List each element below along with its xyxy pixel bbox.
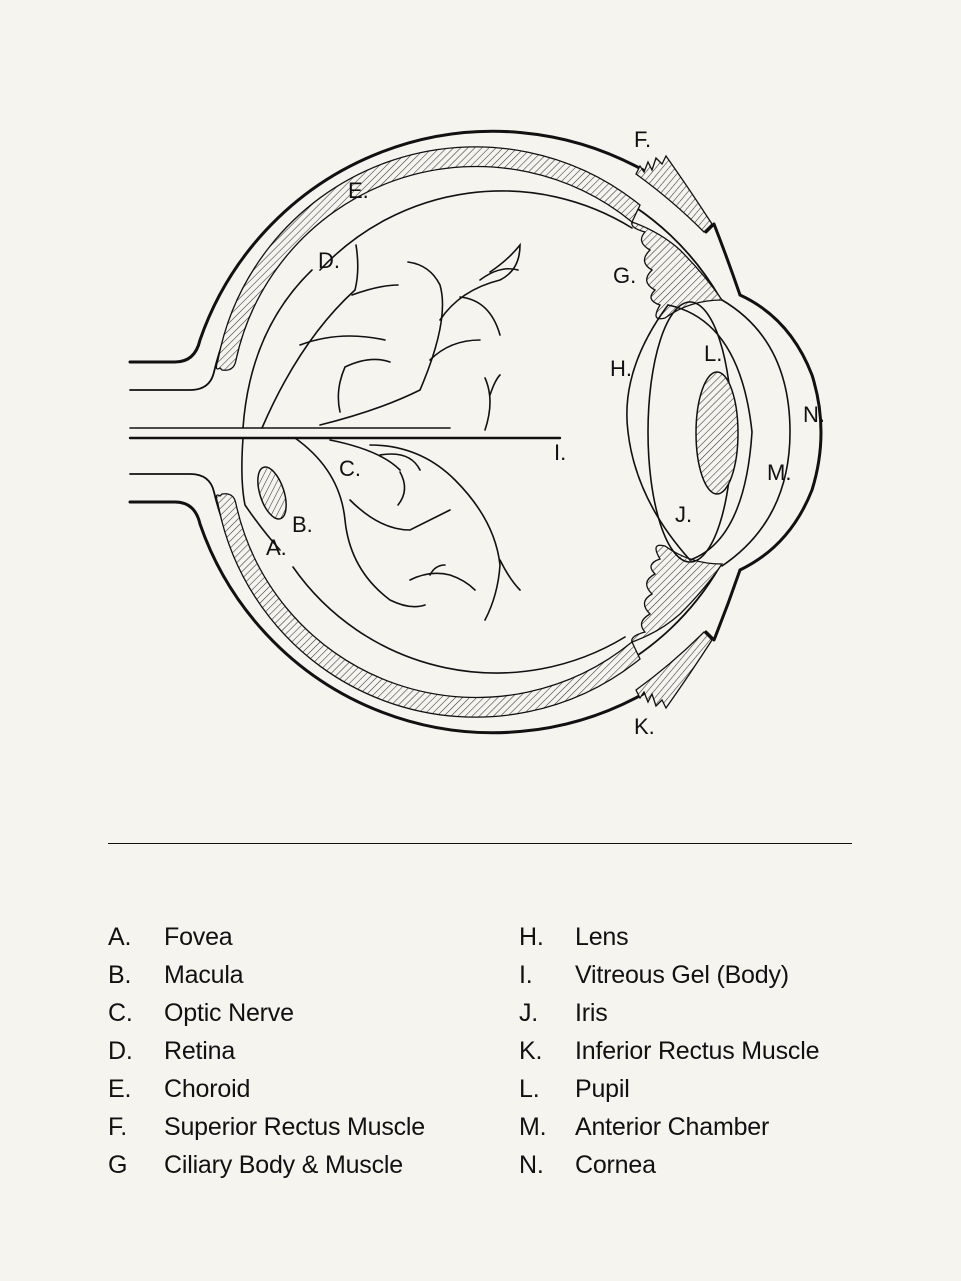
legend-item (108, 1070, 425, 1108)
legend-item (519, 1108, 819, 1146)
callout-e: E. (348, 178, 369, 203)
legend-item (108, 1032, 425, 1070)
superior-rectus-muscle (636, 156, 712, 232)
callout-g: G. (613, 263, 637, 288)
legend-label: Pupil (575, 1074, 630, 1103)
vessel (500, 560, 520, 590)
vessel (485, 378, 490, 430)
legend-label: Superior Rectus Muscle (164, 1112, 425, 1141)
legend-item (108, 1108, 425, 1146)
vessel (352, 285, 398, 295)
legend-label: Inferior Rectus Muscle (575, 1036, 820, 1065)
legend-key: G (108, 1150, 128, 1179)
legend-key: N. (519, 1150, 544, 1179)
vessel (338, 359, 390, 412)
callout-l: L. (704, 341, 723, 366)
legend-label: Cornea (575, 1150, 656, 1179)
callout-f: F. (634, 127, 652, 152)
legend-label: Retina (164, 1036, 236, 1065)
legend-label: Vitreous Gel (Body) (575, 960, 789, 989)
callout-n: N. (803, 402, 825, 427)
callout-b: B. (292, 512, 313, 537)
legend-key: I. (519, 960, 533, 989)
vessel (440, 245, 520, 320)
legend-key: K. (519, 1036, 543, 1065)
legend-item (519, 1070, 819, 1108)
legend-label: Anterior Chamber (575, 1112, 770, 1141)
legend-item (519, 956, 819, 994)
callout-j: J. (675, 502, 693, 527)
legend-label: Optic Nerve (164, 998, 294, 1027)
legend-label: Iris (575, 998, 608, 1027)
legend-item (108, 956, 425, 994)
divider (108, 843, 852, 844)
callout-i: I. (554, 440, 567, 465)
callout-a: A. (266, 535, 287, 560)
legend-item (108, 1146, 425, 1184)
vessel (380, 454, 420, 470)
legend-key: E. (108, 1074, 132, 1103)
choroid-lower (216, 494, 640, 717)
inferior-rectus-muscle (636, 632, 712, 708)
retina-lower (293, 567, 625, 673)
vessel (370, 445, 500, 620)
legend-key: H. (519, 922, 544, 951)
callout-m: M. (767, 460, 792, 485)
legend-label: Lens (575, 922, 629, 951)
callout-d: D. (318, 248, 340, 273)
vessel (410, 573, 475, 590)
ciliary-body-upper (632, 222, 722, 319)
legend-label: Choroid (164, 1074, 251, 1103)
legend-label: Fovea (164, 922, 233, 951)
legend-item (519, 918, 819, 956)
legend-item (519, 1146, 819, 1184)
vessel (398, 472, 405, 505)
legend-label: Macula (164, 960, 244, 989)
legend-item (519, 1032, 819, 1070)
legend-left-column (108, 918, 425, 1184)
vessel (460, 297, 500, 335)
callout-k: K. (634, 714, 655, 739)
legend-key: J. (519, 998, 539, 1027)
legend-key: B. (108, 960, 132, 989)
legend-item (108, 994, 425, 1032)
legend-key: L. (519, 1074, 540, 1103)
legend-key: M. (519, 1112, 547, 1141)
legend-label: Ciliary Body & Muscle (164, 1150, 403, 1179)
legend-key: A. (108, 922, 132, 951)
legend-key: C. (108, 998, 133, 1027)
vessel (350, 500, 450, 530)
legend-key: D. (108, 1036, 133, 1065)
legend-right-column (519, 918, 819, 1184)
ciliary-body-lower (632, 545, 722, 642)
legend-key: F. (108, 1112, 128, 1141)
legend-item (519, 994, 819, 1032)
callout-h: H. (610, 356, 632, 381)
legend-item (108, 918, 425, 956)
vessel (490, 375, 500, 395)
callout-c: C. (339, 456, 361, 481)
macula (252, 464, 292, 523)
pupil (696, 372, 738, 494)
choroid-upper (216, 147, 640, 370)
